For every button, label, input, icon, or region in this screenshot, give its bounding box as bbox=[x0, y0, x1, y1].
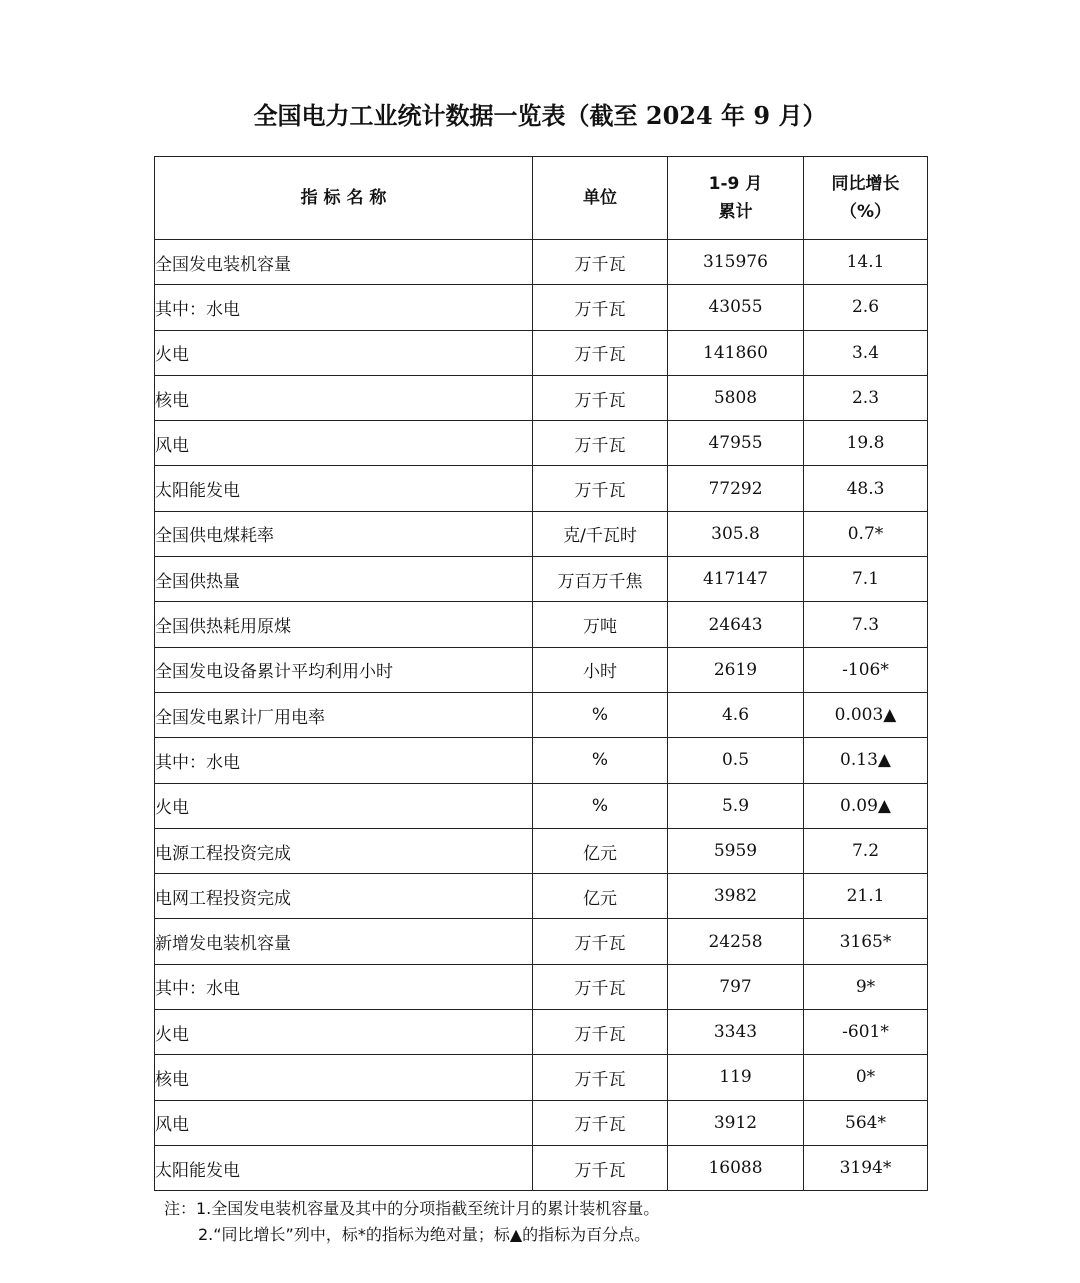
cumulative-value-cell: 3912 bbox=[668, 1100, 804, 1145]
header-growth-line1: 同比增长 bbox=[831, 174, 900, 194]
footnote-1: 注：1.全国发电装机容量及其中的分项指截至统计月的累计装机容量。 bbox=[164, 1199, 660, 1218]
unit-cell: % bbox=[533, 738, 668, 783]
cumulative-value-cell: 5808 bbox=[668, 375, 804, 420]
cumulative-value-cell: 141860 bbox=[668, 330, 804, 375]
unit-cell: % bbox=[533, 783, 668, 828]
unit-cell: 万千瓦 bbox=[533, 1145, 668, 1190]
unit-cell: 万千瓦 bbox=[533, 375, 668, 420]
unit-cell: % bbox=[533, 692, 668, 737]
unit-cell: 万千瓦 bbox=[533, 964, 668, 1009]
growth-cell: 3165* bbox=[804, 919, 928, 964]
unit-cell: 万千瓦 bbox=[533, 330, 668, 375]
unit-cell: 万吨 bbox=[533, 602, 668, 647]
growth-cell: 2.3 bbox=[804, 375, 928, 420]
table-row bbox=[155, 557, 928, 602]
cumulative-value-cell: 315976 bbox=[668, 240, 804, 285]
indicator-name-cell: 其中：水电 bbox=[155, 285, 533, 330]
growth-cell: 3194* bbox=[804, 1145, 928, 1190]
indicator-name-cell: 风电 bbox=[155, 1100, 533, 1145]
unit-cell: 万千瓦 bbox=[533, 240, 668, 285]
unit-cell: 亿元 bbox=[533, 828, 668, 873]
table-row bbox=[155, 1010, 928, 1055]
table-row bbox=[155, 828, 928, 873]
cumulative-value-cell: 16088 bbox=[668, 1145, 804, 1190]
cumulative-value-cell: 797 bbox=[668, 964, 804, 1009]
indicator-name-cell: 全国供热量 bbox=[155, 557, 533, 602]
cumulative-value-cell: 77292 bbox=[668, 466, 804, 511]
growth-cell: 7.2 bbox=[804, 828, 928, 873]
table-row bbox=[155, 783, 928, 828]
indicator-name-cell: 火电 bbox=[155, 330, 533, 375]
indicator-name-cell: 电源工程投资完成 bbox=[155, 828, 533, 873]
indicator-name-cell: 全国供热耗用原煤 bbox=[155, 602, 533, 647]
growth-cell: -106* bbox=[804, 647, 928, 692]
footnote-2: 2.“同比增长”列中，标*的指标为绝对量；标▲的指标为百分点。 bbox=[198, 1225, 651, 1244]
page-title: 全国电力工业统计数据一览表（截至 2024 年 9 月） bbox=[253, 101, 827, 130]
growth-cell: 2.6 bbox=[804, 285, 928, 330]
cumulative-value-cell: 0.5 bbox=[668, 738, 804, 783]
indicator-name-cell: 太阳能发电 bbox=[155, 466, 533, 511]
cumulative-value-cell: 5.9 bbox=[668, 783, 804, 828]
growth-cell: 3.4 bbox=[804, 330, 928, 375]
table-row bbox=[155, 874, 928, 919]
unit-cell: 万千瓦 bbox=[533, 1100, 668, 1145]
unit-cell: 小时 bbox=[533, 647, 668, 692]
indicator-name-cell: 其中：水电 bbox=[155, 738, 533, 783]
unit-cell: 亿元 bbox=[533, 874, 668, 919]
growth-cell: 21.1 bbox=[804, 874, 928, 919]
table-row bbox=[155, 421, 928, 466]
growth-cell: 14.1 bbox=[804, 240, 928, 285]
cumulative-value-cell: 43055 bbox=[668, 285, 804, 330]
indicator-name-cell: 火电 bbox=[155, 1010, 533, 1055]
header-growth bbox=[804, 157, 928, 240]
growth-cell: 564* bbox=[804, 1100, 928, 1145]
growth-cell: 0.13▲ bbox=[804, 738, 928, 783]
indicator-name-cell: 太阳能发电 bbox=[155, 1145, 533, 1190]
table-row bbox=[155, 602, 928, 647]
growth-cell: 0* bbox=[804, 1055, 928, 1100]
table-header-row bbox=[155, 157, 928, 240]
unit-cell: 万千瓦 bbox=[533, 1010, 668, 1055]
indicator-name-cell: 全国发电设备累计平均利用小时 bbox=[155, 647, 533, 692]
table-body bbox=[155, 240, 928, 1191]
cumulative-value-cell: 4.6 bbox=[668, 692, 804, 737]
indicator-name-cell: 全国供电煤耗率 bbox=[155, 511, 533, 556]
indicator-name-cell: 全国发电装机容量 bbox=[155, 240, 533, 285]
unit-cell: 万千瓦 bbox=[533, 421, 668, 466]
header-cumulative bbox=[668, 157, 804, 240]
indicator-name-cell: 火电 bbox=[155, 783, 533, 828]
growth-cell: 7.1 bbox=[804, 557, 928, 602]
indicator-name-cell: 核电 bbox=[155, 375, 533, 420]
growth-cell: 48.3 bbox=[804, 466, 928, 511]
cumulative-value-cell: 3982 bbox=[668, 874, 804, 919]
cumulative-value-cell: 2619 bbox=[668, 647, 804, 692]
cumulative-value-cell: 47955 bbox=[668, 421, 804, 466]
table-row bbox=[155, 1100, 928, 1145]
table-row bbox=[155, 919, 928, 964]
unit-cell: 万千瓦 bbox=[533, 1055, 668, 1100]
cumulative-value-cell: 3343 bbox=[668, 1010, 804, 1055]
table-row bbox=[155, 285, 928, 330]
cumulative-value-cell: 24258 bbox=[668, 919, 804, 964]
table-row bbox=[155, 1055, 928, 1100]
statistics-table bbox=[154, 156, 928, 1191]
growth-cell: -601* bbox=[804, 1010, 928, 1055]
growth-cell: 0.003▲ bbox=[804, 692, 928, 737]
indicator-name-cell: 电网工程投资完成 bbox=[155, 874, 533, 919]
table-row bbox=[155, 1145, 928, 1190]
indicator-name-cell: 风电 bbox=[155, 421, 533, 466]
unit-cell: 万百万千焦 bbox=[533, 557, 668, 602]
cumulative-value-cell: 24643 bbox=[668, 602, 804, 647]
table-row bbox=[155, 466, 928, 511]
cumulative-value-cell: 305.8 bbox=[668, 511, 804, 556]
indicator-name-cell: 其中：水电 bbox=[155, 964, 533, 1009]
table-row bbox=[155, 692, 928, 737]
table-row bbox=[155, 375, 928, 420]
header-growth-line2: （%） bbox=[839, 202, 892, 222]
unit-cell: 万千瓦 bbox=[533, 285, 668, 330]
table-row bbox=[155, 964, 928, 1009]
table-row bbox=[155, 647, 928, 692]
unit-cell: 克/千瓦时 bbox=[533, 511, 668, 556]
header-unit: 单位 bbox=[533, 157, 668, 240]
cumulative-value-cell: 417147 bbox=[668, 557, 804, 602]
growth-cell: 0.09▲ bbox=[804, 783, 928, 828]
indicator-name-cell: 核电 bbox=[155, 1055, 533, 1100]
growth-cell: 7.3 bbox=[804, 602, 928, 647]
cumulative-value-cell: 119 bbox=[668, 1055, 804, 1100]
table-row bbox=[155, 330, 928, 375]
growth-cell: 0.7* bbox=[804, 511, 928, 556]
header-cumulative-line1: 1-9 月 bbox=[708, 174, 763, 194]
unit-cell: 万千瓦 bbox=[533, 919, 668, 964]
table-row bbox=[155, 738, 928, 783]
footnotes bbox=[164, 1196, 659, 1248]
header-indicator-name: 指 标 名 称 bbox=[155, 157, 533, 240]
indicator-name-cell: 新增发电装机容量 bbox=[155, 919, 533, 964]
table-row bbox=[155, 240, 928, 285]
table-row bbox=[155, 511, 928, 556]
growth-cell: 9* bbox=[804, 964, 928, 1009]
indicator-name-cell: 全国发电累计厂用电率 bbox=[155, 692, 533, 737]
growth-cell: 19.8 bbox=[804, 421, 928, 466]
header-cumulative-line2: 累计 bbox=[718, 202, 753, 222]
unit-cell: 万千瓦 bbox=[533, 466, 668, 511]
cumulative-value-cell: 5959 bbox=[668, 828, 804, 873]
